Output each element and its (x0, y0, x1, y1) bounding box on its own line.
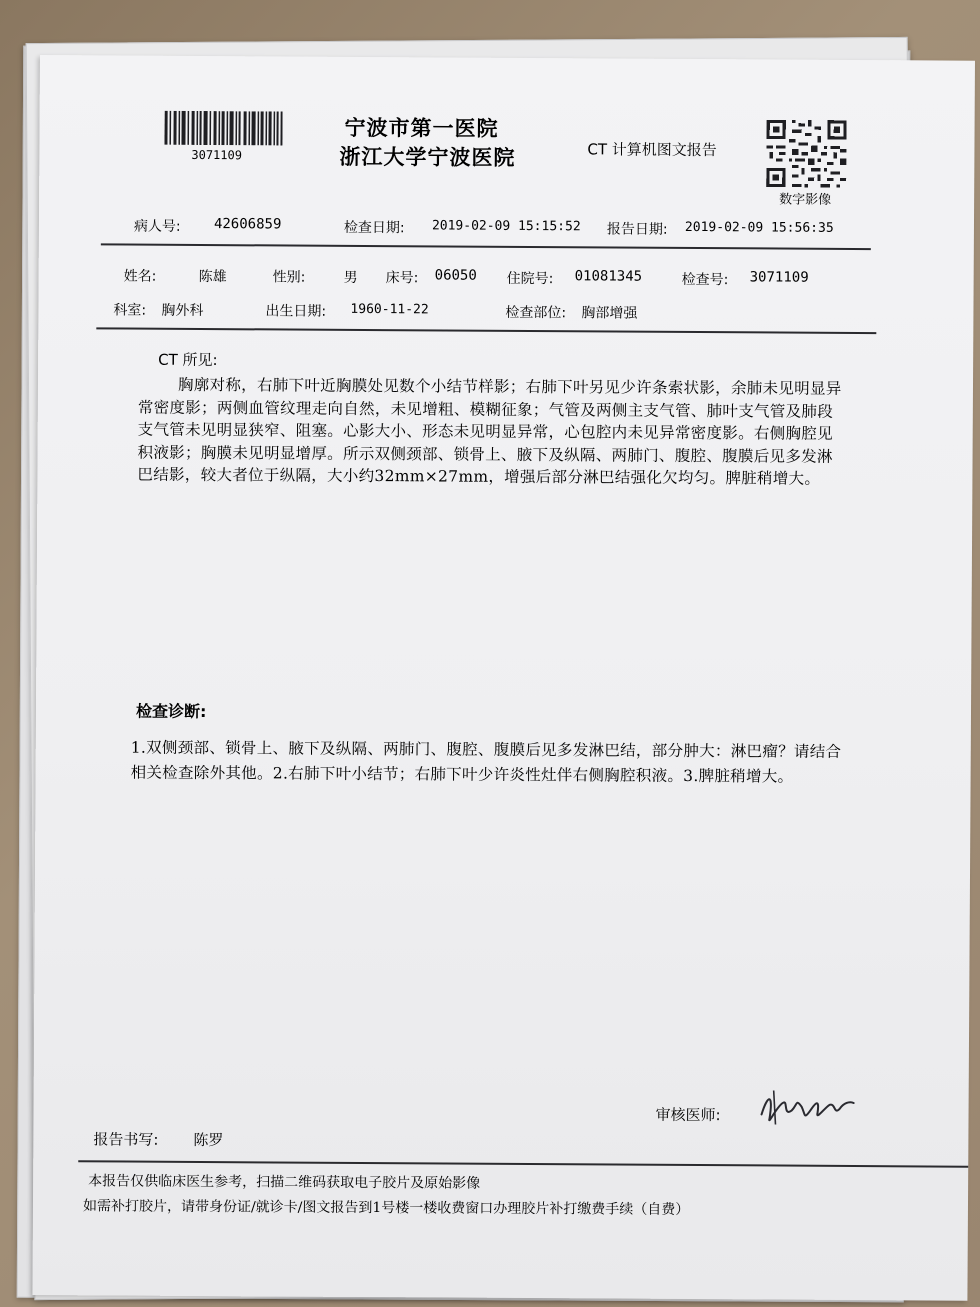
exam-date-value: 2019-02-09 15:15:52 (431, 218, 581, 235)
ct-report-sheet (32, 55, 975, 1301)
report-date-value: 2019-02-09 15:56:35 (684, 219, 834, 236)
exam-part-value: 胸部增强 (581, 305, 638, 322)
admission-value: 01081345 (574, 268, 643, 285)
hospital-name-primary: 宁波市第一医院 (344, 115, 499, 141)
dept-label: 科室: (113, 302, 147, 319)
reviewer-label: 审核医师: (655, 1105, 721, 1125)
exam-no-label: 检查号: (681, 271, 729, 289)
reviewer-signature (753, 1084, 863, 1130)
exam-date-label: 检查日期: (343, 219, 405, 237)
bed-label: 床号: (385, 270, 419, 287)
barcode-icon (164, 111, 282, 146)
writer-value: 陈罗 (193, 1130, 224, 1150)
sex-value: 男 (343, 269, 358, 286)
dept-value: 胸外科 (161, 302, 204, 320)
footer-line-2: 如需补打胶片，请带身份证/就诊卡/图文报告到1号楼一楼收费窗口办理胶片补打缴费手续（自费） (82, 1198, 690, 1218)
name-value: 陈雄 (198, 268, 227, 286)
writer-label: 报告书写: (93, 1130, 159, 1149)
footer-divider (78, 1160, 968, 1167)
barcode-number: 3071109 (191, 147, 243, 163)
patient-info-divider (96, 327, 876, 334)
dob-value: 1960-11-22 (350, 301, 429, 318)
patient-id-label: 病人号: (133, 218, 181, 235)
patient-id-value: 42606859 (213, 216, 282, 233)
header-divider (101, 243, 871, 250)
diagnosis-text: 1.双侧颈部、锁骨上、腋下及纵隔、两肺门、腹腔、腹膜后见多发淋巴结，部分肿大：淋巴瘤？请结合相关检查除外其他。2.右肺下叶小结节；右肺下叶少许炎性灶伴右侧胸腔积液。3.脾脏稍增大。 (130, 738, 842, 786)
admission-label: 住院号: (506, 270, 554, 288)
dob-label: 出生日期: (265, 303, 327, 320)
findings-text: 胸廓对称，右肺下叶近胸膜处见数个小结节样影；右肺下叶另见少许条索状影，余肺未见明显异常密度影；两侧血管纹理走向自然，未见增粗、模糊征象；气管及两侧主支气管、肺叶支气管及肺段支气管未见明显狭窄、阻塞。心影大小、形态未见明显异常，心包腔内未见异常密度影。右侧胸腔见积液影；胸膜未见明显增厚。所示双侧颈部、锁骨上、腋下及纵隔、两肺门、腹腔、腹膜后见多发淋巴结影，较大者位于纵隔，大小约32mm×27mm，增强后部分淋巴结强化欠均匀。脾脏稍增大。 (137, 375, 842, 488)
hospital-name-secondary: 浙江大学宁波医院 (339, 144, 516, 170)
diagnosis-title: 检查诊断: (135, 701, 207, 722)
report-type-title: CT 计算机图文报告 (587, 140, 717, 160)
name-label: 姓名: (123, 268, 157, 285)
sex-label: 性别: (272, 269, 306, 286)
findings-title: CT 所见: (158, 350, 218, 370)
qr-caption: 数字影像 (779, 192, 832, 208)
qr-code-icon (766, 119, 846, 187)
footer-line-1: 本报告仅供临床医生参考，扫描二维码获取电子胶片及原始影像 (88, 1173, 481, 1192)
exam-no-value: 3071109 (749, 269, 809, 286)
bed-value: 06050 (434, 267, 477, 284)
report-date-label: 报告日期: (606, 221, 668, 238)
exam-part-label: 检查部位: (505, 304, 567, 322)
